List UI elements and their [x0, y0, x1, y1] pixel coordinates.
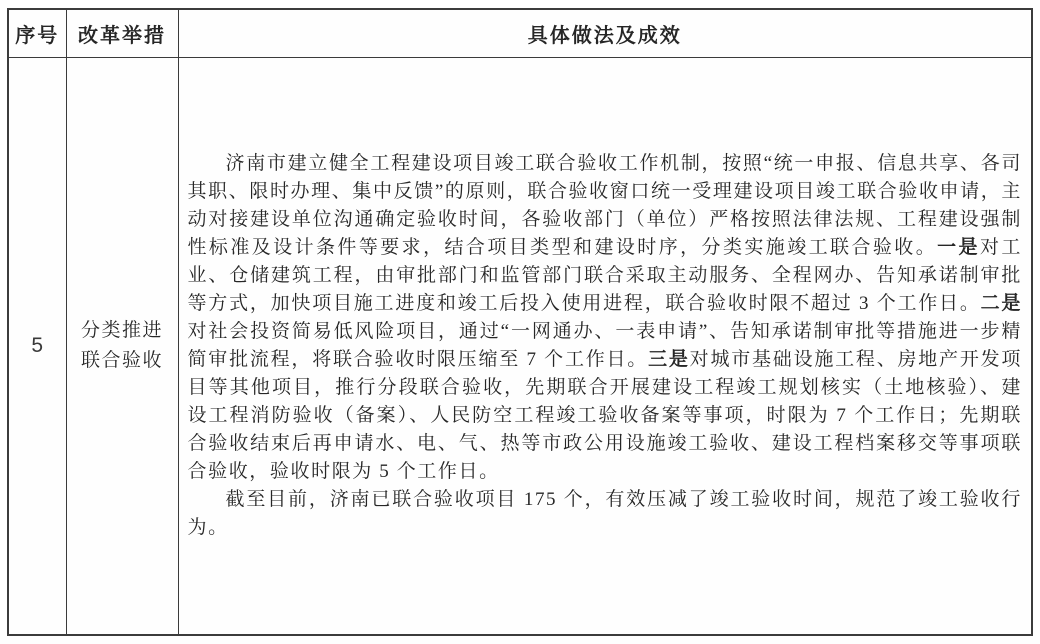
table-row — [8, 57, 1032, 635]
paragraph-text: 济南市建立健全工程建设项目竣工联合验收工作机制，按照“统一申报、信息共享、各司其职、限时办理、集中反馈”的原则，联合验收窗口统一受理建设项目竣工联合验收申请，主动对接建设单位沟通确定验收时间，各验收部门（单位）严格按照法律法规、工程建设强制性标准及设计条件等要求，结合项目类型和建设时序，分类实施竣工联合验收。 — [187, 152, 1022, 258]
bold-marker-second: 二是 — [980, 292, 1022, 314]
header-serial-number: 序号 — [8, 9, 66, 57]
paragraph-text: 对社会投资简易低风险项目，通过“一网通办、一表申请”、告知承诺制审批等措施进一步精简审批流程，将联合验收时限压缩至 7 个工作日。 — [187, 320, 1022, 370]
details-paragraph-1 — [188, 150, 1023, 486]
details-text-block — [188, 150, 1023, 542]
bold-marker-first: 一是 — [937, 236, 980, 258]
reform-measure-cell — [66, 57, 178, 635]
measure-line-2: 联合验收 — [80, 349, 163, 371]
paragraph-text: 截至目前，济南已联合验收项目 175 个，有效压减了竣工验收时间，规范了竣工验收行为。 — [187, 488, 1022, 538]
header-reform-measure: 改革举措 — [66, 9, 178, 57]
serial-number-cell: 5 — [8, 57, 66, 635]
bold-marker-third: 三是 — [648, 348, 690, 370]
reform-measures-table — [7, 8, 1033, 636]
header-details: 具体做法及成效 — [178, 9, 1032, 57]
paragraph-text: 对工业、仓储建筑工程，由审批部门和监管部门联合采取主动服务、全程网办、告知承诺制审批等方式，加快项目施工进度和竣工后投入使用进程，联合验收时限不超过 3 个工作日。 — [187, 236, 1023, 314]
details-paragraph-2 — [188, 486, 1023, 542]
table-header-row — [8, 9, 1032, 57]
measure-line-1: 分类推进 — [80, 319, 163, 341]
details-cell — [178, 57, 1032, 635]
paragraph-text: 对城市基础设施工程、房地产开发项目等其他项目，推行分段联合验收，先期联合开展建设工程竣工规划核实（土地核验）、建设工程消防验收（备案）、人民防空工程竣工验收备案等事项，时限为 7 个工作日；先期联合验收结束后再申请水、电、气、热等市政公用设施竣工验收、建设工程档案移交等事项联合验收，验收时限为 5 个工作日。 — [187, 348, 1023, 482]
